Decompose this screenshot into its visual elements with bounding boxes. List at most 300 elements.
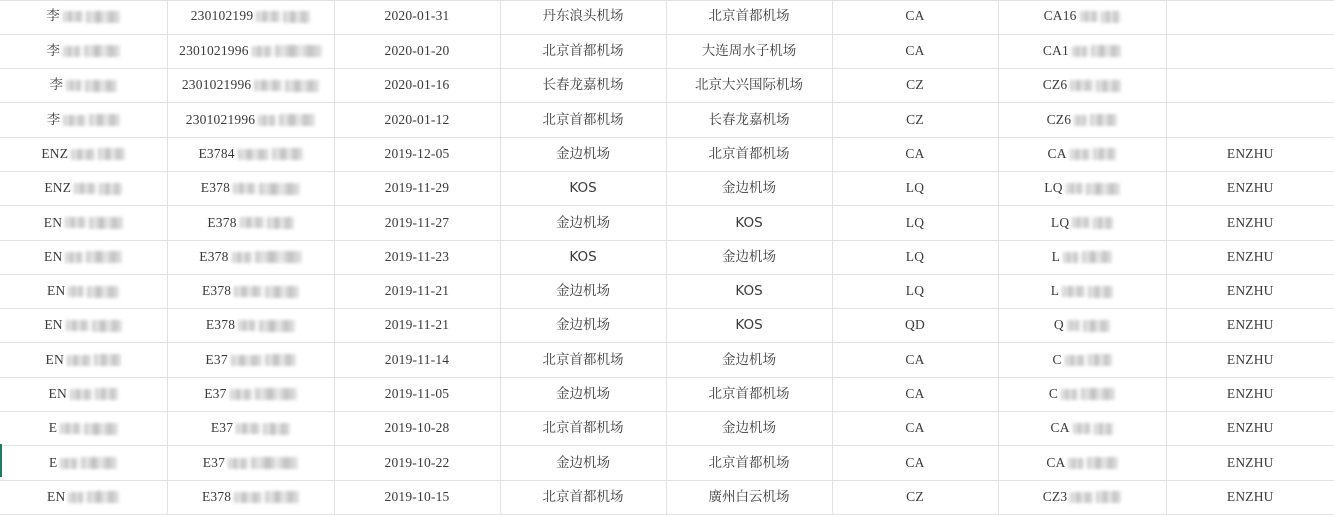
redaction-block (254, 80, 282, 91)
cell-origin[interactable] (500, 34, 666, 68)
cell-destination-text: 北京大兴国际机场 (695, 77, 803, 94)
cell-flight-no-text: Q (1053, 317, 1064, 333)
redaction-block (285, 80, 319, 92)
redaction-block (87, 286, 119, 298)
cell-carrier-text: CA (905, 43, 925, 59)
redaction-block (265, 354, 296, 366)
redaction-block (234, 492, 262, 503)
redaction-block (1066, 183, 1083, 194)
redaction-block (279, 114, 315, 126)
redaction-block (60, 458, 78, 469)
redaction-block (228, 458, 248, 469)
redaction-block (272, 148, 303, 160)
cell-date[interactable] (334, 137, 500, 171)
cell-origin[interactable] (500, 206, 666, 240)
redaction-block (265, 491, 299, 503)
cell-carrier-text: CA (905, 385, 925, 401)
cell-carrier[interactable] (832, 412, 998, 446)
redaction-block (86, 251, 122, 263)
cell-flight-no[interactable] (998, 412, 1166, 446)
redaction-block (236, 423, 260, 434)
cell-origin-text: 北京首都机场 (542, 351, 624, 368)
cell-date[interactable] (334, 0, 500, 34)
cell-date-text: 2020-01-20 (384, 43, 450, 59)
cell-destination[interactable] (666, 34, 832, 68)
cell-flight-no[interactable] (998, 0, 1166, 34)
cell-carrier[interactable] (832, 446, 998, 480)
cell-date[interactable] (334, 446, 500, 480)
cell-carrier[interactable] (832, 343, 998, 377)
redaction-block (283, 11, 310, 23)
cell-carrier[interactable] (832, 309, 998, 343)
table-row[interactable] (0, 206, 1334, 240)
redaction-block (63, 11, 83, 22)
cell-agent[interactable] (1166, 446, 1334, 480)
redaction-block (1072, 46, 1088, 57)
redaction-block (92, 320, 123, 332)
redaction-block (84, 423, 118, 435)
top-grid-rule (0, 0, 1334, 1)
cell-destination-text: 北京首都机场 (708, 8, 790, 25)
cell-agent[interactable] (1166, 343, 1334, 377)
table-row[interactable] (0, 274, 1334, 308)
cell-id-number[interactable] (167, 171, 334, 205)
table-row[interactable] (0, 412, 1334, 446)
cell-id-number-text: E378 (207, 214, 237, 230)
redaction-block (67, 355, 91, 366)
redaction-block (234, 286, 262, 297)
cell-name[interactable] (0, 0, 167, 34)
cell-id-number[interactable] (167, 240, 334, 274)
cell-agent[interactable] (1166, 274, 1334, 308)
redaction-block (233, 183, 256, 194)
cell-date[interactable] (334, 171, 500, 205)
redaction-block (1070, 149, 1090, 160)
cell-origin-text: 金边机场 (556, 385, 610, 402)
cell-name[interactable] (0, 103, 167, 137)
redaction-block (263, 423, 290, 435)
cell-flight-no-text: CZ6 (1042, 77, 1068, 93)
cell-origin[interactable] (500, 446, 666, 480)
table-row[interactable] (0, 309, 1334, 343)
cell-carrier-text: CA (905, 454, 925, 470)
cell-origin[interactable] (500, 69, 666, 103)
cell-agent-text: ENZHU (1226, 283, 1274, 299)
cell-id-number[interactable] (167, 343, 334, 377)
cell-id-number-text: E37 (202, 454, 226, 470)
cell-origin[interactable] (500, 412, 666, 446)
cell-carrier-text: CA (905, 420, 925, 436)
cell-flight-no-text: CA (1050, 420, 1070, 436)
redaction-block (98, 148, 125, 160)
cell-destination[interactable] (666, 69, 832, 103)
cell-flight-no-text: CZ3 (1042, 488, 1068, 504)
cell-date[interactable] (334, 240, 500, 274)
cell-destination-text: 大连周水子机场 (701, 43, 797, 60)
cell-id-number-text: E378 (201, 283, 232, 299)
cell-flight-no[interactable] (998, 137, 1166, 171)
cell-agent-text: ENZHU (1226, 214, 1274, 230)
cell-agent[interactable] (1166, 309, 1334, 343)
cell-agent-text: ENZHU (1226, 351, 1274, 367)
cell-name-text: 李 (46, 111, 61, 128)
cell-destination[interactable] (666, 446, 832, 480)
table-row[interactable] (0, 137, 1334, 171)
cell-flight-no-text: CZ6 (1046, 111, 1072, 127)
cell-carrier-text: LQ (905, 180, 925, 196)
cell-name[interactable] (0, 171, 167, 205)
table-row[interactable] (0, 377, 1334, 411)
cell-origin-text: 北京首都机场 (542, 43, 624, 60)
cell-flight-no[interactable] (998, 274, 1166, 308)
cell-origin[interactable] (500, 343, 666, 377)
cell-name[interactable] (0, 412, 167, 446)
cell-date[interactable] (334, 274, 500, 308)
cell-date-text: 2019-10-28 (384, 420, 450, 436)
cell-destination[interactable] (666, 0, 832, 34)
cell-name-text: EN (43, 214, 63, 230)
cell-destination[interactable] (666, 412, 832, 446)
cell-date[interactable] (334, 343, 500, 377)
cell-destination[interactable] (666, 171, 832, 205)
cell-carrier[interactable] (832, 171, 998, 205)
cell-flight-no-text: CA (1046, 454, 1066, 470)
cell-id-number-text: E37 (210, 420, 234, 436)
redaction-block (255, 251, 302, 263)
cell-id-number[interactable] (167, 377, 334, 411)
redaction-block (1080, 11, 1098, 22)
cell-agent-text: ENZHU (1226, 488, 1274, 504)
redaction-block (252, 46, 272, 57)
redaction-block (267, 217, 294, 229)
cell-carrier[interactable] (832, 274, 998, 308)
cell-carrier[interactable] (832, 480, 998, 514)
table-row[interactable] (0, 240, 1334, 274)
cell-agent-text: ENZHU (1226, 454, 1274, 470)
redaction-block (231, 355, 262, 366)
cell-date[interactable] (334, 412, 500, 446)
cell-origin-text: KOS (569, 180, 597, 197)
cell-agent[interactable] (1166, 480, 1334, 514)
cell-name[interactable] (0, 343, 167, 377)
cell-name[interactable] (0, 480, 167, 514)
cell-carrier-text: CZ (906, 77, 924, 93)
cell-flight-no-text: LQ (1044, 180, 1063, 196)
cell-agent-text: ENZHU (1226, 317, 1274, 333)
cell-carrier[interactable] (832, 103, 998, 137)
redaction-block (74, 183, 96, 194)
cell-agent-text: ENZHU (1226, 385, 1274, 401)
cell-date[interactable] (334, 206, 500, 240)
cell-origin[interactable] (500, 240, 666, 274)
cell-id-number-text: 2301021996 (181, 77, 252, 93)
cell-flight-no[interactable] (998, 206, 1166, 240)
cell-destination[interactable] (666, 309, 832, 343)
cell-name[interactable] (0, 69, 167, 103)
cell-agent-text: ENZHU (1226, 248, 1274, 264)
cell-flight-no-text: CA16 (1043, 8, 1077, 24)
cell-carrier[interactable] (832, 0, 998, 34)
cell-flight-no[interactable] (998, 103, 1166, 137)
redaction-block (68, 492, 84, 503)
cell-destination-text: KOS (735, 317, 763, 334)
cell-date[interactable] (334, 377, 500, 411)
table-row[interactable] (0, 69, 1334, 103)
redaction-block (259, 183, 300, 195)
row-selection-marker (0, 444, 2, 477)
cell-id-number[interactable] (167, 480, 334, 514)
cell-flight-no[interactable] (998, 377, 1166, 411)
table-row[interactable] (0, 171, 1334, 205)
redaction-block (63, 115, 86, 126)
cell-carrier-text: CA (905, 145, 925, 161)
cell-id-number[interactable] (167, 274, 334, 308)
cell-carrier-text: CA (905, 351, 925, 367)
cell-name-text: 李 (49, 77, 63, 94)
cell-name[interactable] (0, 34, 167, 68)
cell-agent[interactable] (1166, 206, 1334, 240)
cell-name-text: EN (44, 317, 63, 333)
cell-flight-no[interactable] (998, 480, 1166, 514)
cell-name-text: 李 (46, 43, 60, 60)
cell-id-number[interactable] (167, 34, 334, 68)
cell-destination[interactable] (666, 240, 832, 274)
cell-origin[interactable] (500, 377, 666, 411)
cell-agent[interactable] (1166, 412, 1334, 446)
cell-origin-text: 金边机场 (556, 317, 610, 334)
cell-id-number[interactable] (167, 137, 334, 171)
redaction-block (1086, 183, 1120, 195)
cell-agent[interactable] (1166, 171, 1334, 205)
cell-origin-text: 金边机场 (556, 283, 610, 300)
cell-origin[interactable] (500, 309, 666, 343)
redaction-block (85, 80, 117, 92)
cell-id-number[interactable] (167, 103, 334, 137)
redaction-block (259, 320, 295, 332)
cell-flight-no[interactable] (998, 309, 1166, 343)
cell-id-number[interactable] (167, 412, 334, 446)
redaction-block (1093, 217, 1113, 229)
cell-flight-no-text: L (1051, 248, 1061, 264)
cell-destination-text: 金边机场 (722, 248, 776, 265)
cell-name[interactable] (0, 240, 167, 274)
cell-name[interactable] (0, 309, 167, 343)
cell-flight-no[interactable] (998, 34, 1166, 68)
cell-name[interactable] (0, 377, 167, 411)
cell-destination-text: 金边机场 (722, 351, 776, 368)
cell-flight-no-text: C (1052, 351, 1062, 367)
redaction-block (1062, 286, 1085, 297)
cell-id-number-text: 2301021996 (185, 111, 256, 127)
cell-agent[interactable] (1166, 137, 1334, 171)
cell-carrier-text: CZ (906, 488, 924, 504)
redaction-block (95, 388, 118, 400)
cell-destination-text: 金边机场 (722, 180, 776, 197)
cell-name-text: EN (44, 248, 63, 264)
cell-destination[interactable] (666, 377, 832, 411)
cell-origin-text: 丹东浪头机场 (542, 8, 624, 25)
cell-id-number-text: E378 (205, 317, 236, 333)
cell-date-text: 2019-11-21 (384, 317, 450, 333)
cell-destination[interactable] (666, 206, 832, 240)
cell-carrier-text: LQ (905, 214, 925, 230)
cell-origin-text: 金边机场 (556, 454, 610, 471)
cell-date[interactable] (334, 309, 500, 343)
cell-date-text: 2019-11-14 (384, 351, 450, 367)
cell-agent[interactable] (1166, 69, 1334, 103)
cell-id-number-text: E37 (205, 351, 228, 367)
redaction-block (63, 46, 81, 57)
cell-flight-no-text: CA1 (1042, 43, 1069, 59)
cell-date[interactable] (334, 103, 500, 137)
redaction-block (1091, 45, 1122, 57)
redaction-block (70, 389, 92, 400)
cell-date-text: 2019-12-05 (384, 145, 450, 161)
cell-agent[interactable] (1166, 377, 1334, 411)
cell-carrier[interactable] (832, 206, 998, 240)
cell-name-text: ENZ (41, 145, 69, 161)
table-row[interactable] (0, 343, 1334, 377)
redaction-block (1070, 492, 1093, 503)
cell-carrier[interactable] (832, 240, 998, 274)
cell-flight-no[interactable] (998, 171, 1166, 205)
cell-id-number[interactable] (167, 206, 334, 240)
table-row[interactable] (0, 480, 1334, 514)
cell-destination-text: 北京首都机场 (708, 385, 790, 402)
cell-carrier[interactable] (832, 69, 998, 103)
cell-date[interactable] (334, 34, 500, 68)
cell-origin[interactable] (500, 103, 666, 137)
cell-id-number-text: 2301021996 (179, 43, 249, 59)
redaction-block (81, 457, 117, 469)
redaction-block (87, 491, 119, 503)
redaction-block (238, 149, 269, 160)
cell-name-text: EN (45, 351, 64, 367)
cell-flight-no[interactable] (998, 69, 1166, 103)
redaction-block (240, 217, 264, 228)
cell-agent[interactable] (1166, 0, 1334, 34)
cell-date-text: 2019-11-21 (384, 283, 450, 299)
cell-date-text: 2019-10-22 (384, 454, 450, 470)
redaction-block (65, 252, 83, 263)
cell-name-text: E (48, 420, 58, 436)
cell-carrier[interactable] (832, 137, 998, 171)
redaction-block (230, 389, 253, 400)
cell-origin[interactable] (500, 137, 666, 171)
cell-carrier-text: CZ (906, 111, 924, 127)
cell-id-number[interactable] (167, 0, 334, 34)
redaction-block (66, 320, 89, 331)
cell-origin-text: KOS (569, 248, 597, 265)
cell-origin[interactable] (500, 480, 666, 514)
redaction-block (255, 388, 296, 400)
cell-name-text: 李 (46, 8, 60, 25)
cell-destination[interactable] (666, 103, 832, 137)
redaction-block (86, 11, 120, 23)
cell-destination[interactable] (666, 480, 832, 514)
cell-id-number[interactable] (167, 446, 334, 480)
cell-id-number-text: E378 (201, 488, 232, 504)
redaction-block (1061, 389, 1078, 400)
redaction-block (238, 320, 256, 331)
cell-name-text: EN (48, 385, 67, 401)
table-row[interactable] (0, 103, 1334, 137)
cell-carrier-text: QD (905, 317, 925, 333)
cell-origin-text: 长春龙嘉机场 (542, 77, 624, 94)
table-row[interactable] (0, 0, 1334, 34)
cell-name[interactable] (0, 446, 167, 480)
redaction-block (232, 252, 252, 263)
cell-destination-text: 长春龙嘉机场 (708, 111, 790, 128)
redaction-block (1063, 252, 1079, 263)
cell-id-number-text: 230102199 (190, 8, 254, 24)
redaction-block (1081, 388, 1115, 400)
redaction-block (99, 183, 122, 195)
redaction-block (65, 217, 85, 228)
cell-flight-no[interactable] (998, 343, 1166, 377)
cell-name[interactable] (0, 274, 167, 308)
redaction-block (94, 354, 121, 366)
cell-agent[interactable] (1166, 103, 1334, 137)
cell-id-number-text: E3784 (198, 145, 235, 161)
cell-date-text: 2020-01-16 (384, 77, 450, 93)
cell-date[interactable] (334, 69, 500, 103)
cell-carrier[interactable] (832, 34, 998, 68)
cell-date[interactable] (334, 480, 500, 514)
cell-flight-no-text: C (1048, 385, 1059, 401)
cell-origin[interactable] (500, 171, 666, 205)
cell-date-text: 2019-11-27 (384, 214, 450, 230)
cell-origin-text: 北京首都机场 (542, 488, 624, 505)
cell-origin[interactable] (500, 0, 666, 34)
cell-flight-no[interactable] (998, 446, 1166, 480)
cell-name-text: E (49, 454, 58, 470)
redaction-block (1067, 320, 1080, 331)
cell-id-number-text: E378 (200, 180, 231, 196)
cell-flight-no[interactable] (998, 240, 1166, 274)
cell-id-number-text: E37 (204, 385, 227, 401)
table-row[interactable] (0, 446, 1334, 480)
cell-destination[interactable] (666, 343, 832, 377)
cell-origin-text: 北京首都机场 (542, 420, 624, 437)
cell-destination-text: 金边机场 (722, 420, 776, 437)
cell-name[interactable] (0, 206, 167, 240)
cell-id-number[interactable] (167, 69, 334, 103)
cell-date-text: 2019-11-29 (384, 180, 450, 196)
cell-agent[interactable] (1166, 240, 1334, 274)
cell-destination[interactable] (666, 274, 832, 308)
cell-origin-text: 金边机场 (556, 214, 610, 231)
cell-agent[interactable] (1166, 34, 1334, 68)
cell-date-text: 2019-10-15 (384, 488, 450, 504)
cell-carrier[interactable] (832, 377, 998, 411)
cell-destination-text: KOS (735, 283, 763, 300)
cell-destination[interactable] (666, 137, 832, 171)
cell-origin[interactable] (500, 274, 666, 308)
cell-name[interactable] (0, 137, 167, 171)
redaction-block (1093, 148, 1116, 160)
redaction-block (1096, 80, 1121, 92)
cell-date-text: 2019-11-23 (384, 248, 450, 264)
cell-id-number[interactable] (167, 309, 334, 343)
cell-date-text: 2020-01-31 (384, 8, 450, 24)
table-row[interactable] (0, 34, 1334, 68)
redaction-block (251, 457, 298, 469)
redaction-block (1090, 114, 1117, 126)
redaction-block (60, 423, 80, 434)
cell-agent-text: ENZHU (1226, 420, 1274, 436)
cell-destination-text: KOS (735, 214, 763, 231)
